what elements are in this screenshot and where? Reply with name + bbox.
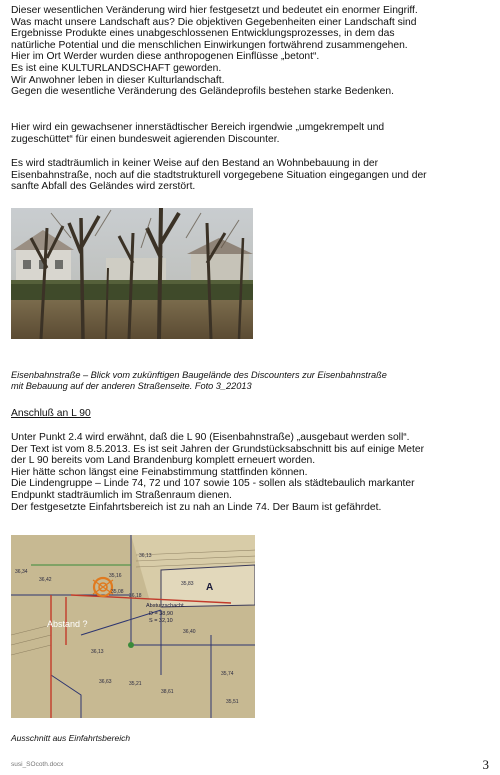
site-map-image xyxy=(11,535,255,718)
map-number: 36,40 xyxy=(183,629,196,635)
map-number: 38,61 xyxy=(161,689,174,695)
text-line: Dieser wesentlichen Veränderung wird hier festgesetzt und bedeutet ein enormer Eingriff. xyxy=(11,5,418,16)
text-line: sanfte Abfall des Geländes wird zerstört. xyxy=(11,181,196,193)
paragraph-townscape xyxy=(11,158,491,193)
text-line: Ergebnisse Produkte eines unabgeschlossenen Entwicklungsprozesses, in dem das xyxy=(11,28,395,40)
map-label-s: S = 32,10 xyxy=(149,618,173,624)
map-number: 36,34 xyxy=(15,569,28,575)
text-line: zugeschüttet“ für einen bundesweit agierenden Discounter. xyxy=(11,133,280,145)
photo-caption xyxy=(11,370,481,392)
map-number: 36,42 xyxy=(39,577,52,583)
map-number: 36,18 xyxy=(129,593,142,599)
text-line: Es wird stadträumlich in keiner Weise auf den Bestand an Wohnbebauung in der xyxy=(11,158,379,169)
footer-filename: susi_SOcoth.docx xyxy=(11,761,64,768)
street-photo xyxy=(11,208,253,339)
map-number: 35,74 xyxy=(221,671,234,677)
text-line: der L 90 bereits vom Land Brandenburg komplett erneuert worden. xyxy=(11,455,316,467)
paragraph-discounter xyxy=(11,122,491,145)
map-label-absturz: Absturzschacht xyxy=(146,603,184,609)
site-map xyxy=(11,535,255,718)
map-number: 35,16 xyxy=(109,573,122,579)
caption-line: Eisenbahnstraße – Blick vom zukünftigen Baugelände des Discounters zur Eisenbahnstraße xyxy=(11,370,387,380)
map-number: 36,63 xyxy=(99,679,112,685)
street-photo-image xyxy=(11,208,253,339)
map-number: 35,51 xyxy=(226,699,239,705)
text-line: Die Lindengruppe – Linde 74, 72 und 107 sowie 105 - sollen als städtebaulich markanter xyxy=(11,478,415,490)
text-line: Endpunkt stadträumlich im Straßenraum dienen. xyxy=(11,489,232,501)
text-line: Gegen die wesentliche Veränderung des Geländeprofils bestehen starke Bedenken. xyxy=(11,86,394,98)
text-line: Der Text ist vom 8.5.2013. Es ist seit Jahren der Grundstücksabschnitt bis auf einige Meter xyxy=(11,443,425,455)
map-label-d: D = 38,90 xyxy=(149,611,174,617)
text-line: natürliche Potential und die menschlichen Einwirkungen fortwährend zusammengehen. xyxy=(11,39,408,51)
paragraph-l90 xyxy=(11,432,491,513)
text-line: Hier hätte schon längst eine Feinabstimmung stattfinden können. xyxy=(11,466,308,478)
text-line: Hier im Ort Werder wurden diese anthropogenen Einflüsse „betont“. xyxy=(11,51,320,63)
map-caption: Ausschnitt aus Einfahrtsbereich xyxy=(11,733,131,743)
map-number: 36,13 xyxy=(91,649,104,655)
text-line: Der festgesetzte Einfahrtsbereich ist zu nah an Linde 74. Der Baum ist gefährdet. xyxy=(11,501,382,513)
text-line: Hier wird ein gewachsener innerstädtischer Bereich irgendwie „umgekrempelt und xyxy=(11,122,385,133)
caption-line: mit Bebauung auf der anderen Straßenseite. Foto 3_22013 xyxy=(11,381,252,391)
paragraph-landscape xyxy=(11,5,491,98)
section-heading: Anschluß an L 90 xyxy=(11,408,91,419)
text-line: Eisenbahnstraße, noch auf die stadtstrukturell vorgegebene Situation eingegangen und der xyxy=(11,169,427,181)
map-label-abstand: Abstand ? xyxy=(47,619,88,629)
map-number: 36,13 xyxy=(139,553,152,559)
map-number: 35,21 xyxy=(129,681,142,687)
map-number: 35,08 xyxy=(111,589,124,595)
page-number: 3 xyxy=(482,757,489,772)
map-label-a: A xyxy=(206,582,214,593)
text-line: Wir Anwohner leben in dieser Kulturlandschaft. xyxy=(11,74,225,86)
text-line: Unter Punkt 2.4 wird erwähnt, daß die L 90 (Eisenbahnstraße) „ausgebaut werden soll“. xyxy=(11,432,410,443)
text-line: Es ist eine KULTURLANDSCHAFT geworden. xyxy=(11,62,222,74)
map-number: 35,83 xyxy=(181,581,194,587)
text-line: Was macht unsere Landschaft aus? Die objektiven Gegebenheiten einer Landschaft sind xyxy=(11,16,417,28)
